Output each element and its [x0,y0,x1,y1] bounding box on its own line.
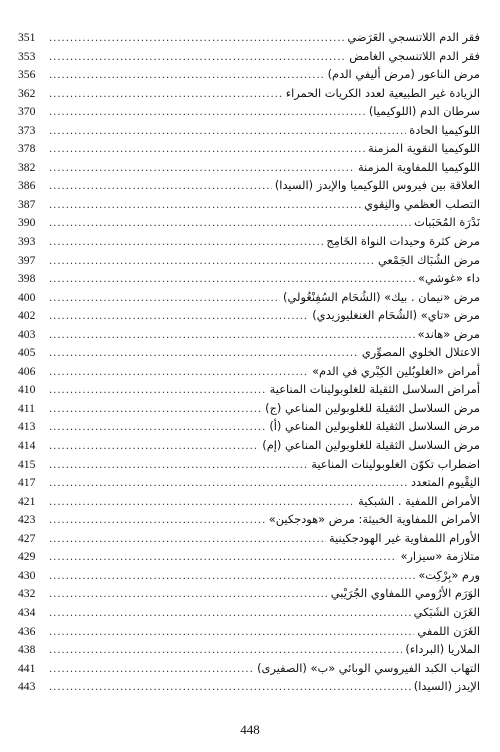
dot-leader [49,475,408,494]
toc-title: اضطراب تكوّن الغلوبولينات المناعية [311,456,480,471]
toc-page-number: 402 [18,309,36,323]
toc-page-number: 430 [18,568,36,582]
toc-entry [18,640,480,659]
dot-leader [49,308,309,327]
toc-title: مرض الناعور (مرض أليفي الدم) [327,67,480,82]
toc-page-number: 415 [18,457,36,471]
toc-entry [18,659,480,678]
toc-page-number: 414 [18,439,36,453]
toc-entry [18,139,480,158]
toc-title: مرض السلاسل الثقيلة للغلوبولين المناعي (ج) [265,400,480,415]
dot-leader [49,178,272,197]
toc-page-number: 386 [18,179,36,193]
toc-title: الأمراض اللمفية . الشبكية [358,493,480,508]
dot-leader [49,290,280,309]
toc-page-number: 438 [18,643,36,657]
toc-title: الغَرَن اللمفي [417,623,480,638]
toc-entry [18,195,480,214]
dot-leader [49,457,308,476]
toc-title: مرض السلاسل الثقيلة للغلوبولين المناعي (أ) [269,419,480,434]
dot-leader [49,253,375,272]
dot-leader [49,234,323,253]
toc-title: الأمراض اللمفاوية الخبيثة: مرض «هودجكين» [268,512,480,527]
toc-page-number: 410 [18,383,36,397]
toc-page-number: 403 [18,327,36,341]
toc-page-number: 362 [18,86,36,100]
dot-leader [49,512,266,531]
toc-entry [18,399,480,418]
toc-title: الإيدز (السيدا) [413,679,480,694]
toc-page-number: 356 [18,68,36,82]
toc-entry [18,121,480,140]
dot-leader [49,30,344,49]
toc-title: الزيادة غير الطبيعية لعدد الكريات الحمراء [285,85,480,100]
toc-entry [18,102,480,121]
toc-page-number: 421 [18,494,36,508]
toc-title: نَدْرَة المُحَبَبات [414,215,480,230]
toc-page-number: 432 [18,587,36,601]
dot-leader [49,49,346,68]
toc-entry [18,455,480,474]
toc-entry [18,65,480,84]
dot-leader [49,586,328,605]
toc-page-number: 443 [18,680,36,694]
dot-leader [49,104,366,123]
toc-page-number: 390 [18,216,36,230]
dot-leader [49,605,411,624]
dot-leader [49,197,361,216]
toc-entry [18,343,480,362]
toc-entry [18,473,480,492]
dot-leader [49,549,397,568]
dot-leader [49,438,259,457]
toc-title: أمراض «الغلوبُلين الكِبْري في الدم» [312,363,480,378]
toc-title: ورم «بِرْكِت» [418,567,480,582]
toc-title: التصلب العظمي والنِقوي [364,196,480,211]
toc-title: اللوكيميا النقوية المزمنة [367,141,480,156]
toc-page-number: 427 [18,531,36,545]
toc-title: داء «غوشي» [417,271,480,286]
toc-entry [18,288,480,307]
toc-entry [18,547,480,566]
toc-title: مرض «تاي» (الشُحَام الغنغليوزيدي) [312,308,480,323]
table-of-contents [18,28,480,696]
toc-entry [18,492,480,511]
toc-entry [18,677,480,696]
toc-page-number: 393 [18,235,36,249]
toc-page-number: 417 [18,476,36,490]
toc-title: متلازمة «سيزار» [400,549,480,564]
toc-entry [18,269,480,288]
toc-entry [18,28,480,47]
toc-title: التهاب الكبد الفيروسي الوبائي «ب» (الصفيرى) [257,660,480,675]
toc-page-number: 441 [18,661,36,675]
toc-page-number: 370 [18,105,36,119]
toc-title: اللوكيميا الحادة [409,122,480,137]
toc-title: الاعتلال الخلوي المصوِّري [361,345,480,360]
toc-title: الوَرَم الأرُومي اللمفاوي الجُرَيْبي [330,586,480,601]
toc-page-number: 378 [18,142,36,156]
dot-leader [49,419,266,438]
toc-entry [18,380,480,399]
toc-title: العلاقة بين فيروس اللوكيميا والإيدز (السيدا) [274,178,480,193]
toc-entry [18,566,480,585]
dot-leader [49,123,406,142]
toc-entry [18,158,480,177]
toc-title: مرض الشُبَاك الجَمْعي [377,252,480,267]
toc-entry [18,510,480,529]
toc-title: فقر الدم اللاتنسجي الغامض [349,48,480,63]
dot-leader [49,327,415,346]
toc-page-number: 400 [18,290,36,304]
toc-page-number: 405 [18,346,36,360]
toc-page-number: 429 [18,550,36,564]
toc-title: أمراض السلاسل الثقيلة للغلوبولينات المناعية [269,382,480,397]
toc-title: الأورام اللمفاوية غير الهودجكينية [328,530,480,545]
toc-entry [18,529,480,548]
toc-title: الغَرَن الشَبَكي [413,604,480,619]
toc-page-number: 397 [18,253,36,267]
dot-leader [49,382,267,401]
dot-leader [49,86,283,105]
toc-entry [18,584,480,603]
dot-leader [49,141,365,160]
toc-title: سرطان الدم (اللوكيميا) [368,104,480,119]
dot-leader [49,661,254,680]
toc-page-number: 373 [18,123,36,137]
toc-page-number: 353 [18,49,36,63]
toc-title: مرض السلاسل الثقيلة للغلوبولين المناعي (إم) [262,438,480,453]
toc-page-number: 387 [18,197,36,211]
dot-leader [49,624,414,643]
toc-page-number: 406 [18,364,36,378]
toc-entry [18,436,480,455]
toc-title: النِقْيوم المتعدد [410,475,480,490]
toc-page-number: 434 [18,605,36,619]
dot-leader [49,531,326,550]
toc-entry [18,306,480,325]
toc-entry [18,251,480,270]
toc-page-number: 436 [18,624,36,638]
toc-page-number: 398 [18,272,36,286]
dot-leader [49,401,262,420]
toc-title: مرض كثرة وحيدات النواة الخَامِج [326,234,480,249]
toc-page-number: 382 [18,160,36,174]
toc-entry [18,176,480,195]
toc-title: فقر الدم اللاتنسجي العَرَضي [347,30,480,44]
dot-leader [49,679,411,698]
toc-entry [18,603,480,622]
toc-entry [18,417,480,436]
dot-leader [49,67,325,86]
toc-page-number: 351 [18,31,36,44]
toc-title: الملاريا (البرداء) [405,642,480,657]
toc-entry [18,325,480,344]
toc-entry [18,622,480,641]
toc-entry [18,232,480,251]
toc-page-number: 423 [18,513,36,527]
toc-page-number: 413 [18,420,36,434]
toc-entry [18,47,480,66]
toc-title: مرض «نيمان . بيك» (الشُحَام السُفِنْغُولي) [283,289,480,304]
toc-page-number: 411 [18,401,35,415]
toc-entry [18,84,480,103]
toc-title: اللوكيميا اللمفاوية المزمنة [357,159,480,174]
toc-title: مرض «هاند» [417,326,480,341]
toc-entry [18,213,480,232]
page-number: 448 [240,722,260,737]
toc-entry [18,362,480,381]
